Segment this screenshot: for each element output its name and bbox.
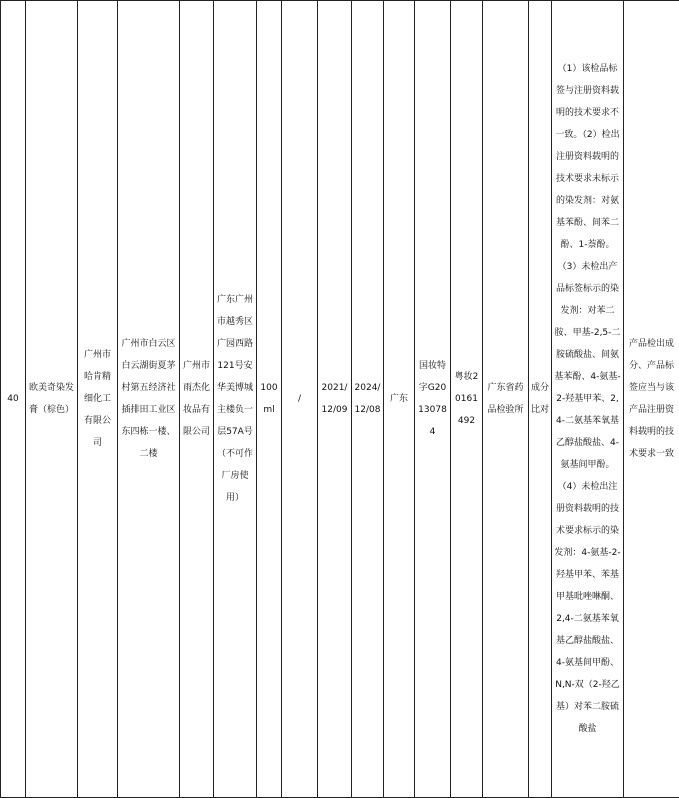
test-method: 成分比对 xyxy=(529,1,552,798)
issue-paragraph: （4）未检出注册资料载明的技术要求标示的染发剂：4-氨基-2-羟基甲苯、苯基甲基吡唑啉酮、2,4-二氨基苯氧基乙醇盐酸盐、4-氨基间甲酚、N,N-双（2-羟乙基）对苯二胺硫酸盐 xyxy=(554,482,621,734)
batch-number: / xyxy=(282,1,318,798)
production-date: 2021/12/09 xyxy=(318,1,352,798)
expiry-date: 2024/12/08 xyxy=(352,1,384,798)
producer-address: 广东广州市越秀区广园西路121号安华美博城主楼负一层57A号（不可作厂房使用） xyxy=(214,1,257,798)
testing-institution: 广东省药品检验所 xyxy=(483,1,529,798)
issue-paragraph: （1）该检品标签与注册资料载明的技术要求不一致。（2）检出注册资料载明的技术要求未标示的染发剂：对氨基苯酚、间苯二酚、1-萘酚。 xyxy=(555,64,620,250)
row-index: 40 xyxy=(1,1,26,798)
applicant-company: 广州市哈肯精细化工有限公司 xyxy=(78,1,118,798)
province: 广东 xyxy=(384,1,415,798)
record-number: 粤妆20161492 xyxy=(451,1,483,798)
conclusion: 产品检出成分、产品标签应当与该产品注册资料载明的技术要求一致 xyxy=(624,1,679,798)
table-row xyxy=(1,1,679,798)
specification: 100ml xyxy=(257,1,282,798)
nonconformity-details xyxy=(552,1,624,798)
applicant-address: 广州市白云区白云湖街夏茅村第五经济社插排田工业区东四栋一楼、二楼 xyxy=(118,1,180,798)
issue-paragraph: （3）未检出产品标签标示的染发剂：对苯二胺、甲基-2,5-二胺硫酸盐、间氨基苯酚、4-氨基-2-羟基甲苯、2,4-二氨基苯氧基乙醇盐酸盐、4-氨基间甲酚。 xyxy=(554,262,621,470)
producer-company: 广州市雨杰化妆品有限公司 xyxy=(180,1,214,798)
approval-number: 国妆特字G20130784 xyxy=(415,1,451,798)
product-name: 欧美奇染发膏（棕色） xyxy=(26,1,78,798)
